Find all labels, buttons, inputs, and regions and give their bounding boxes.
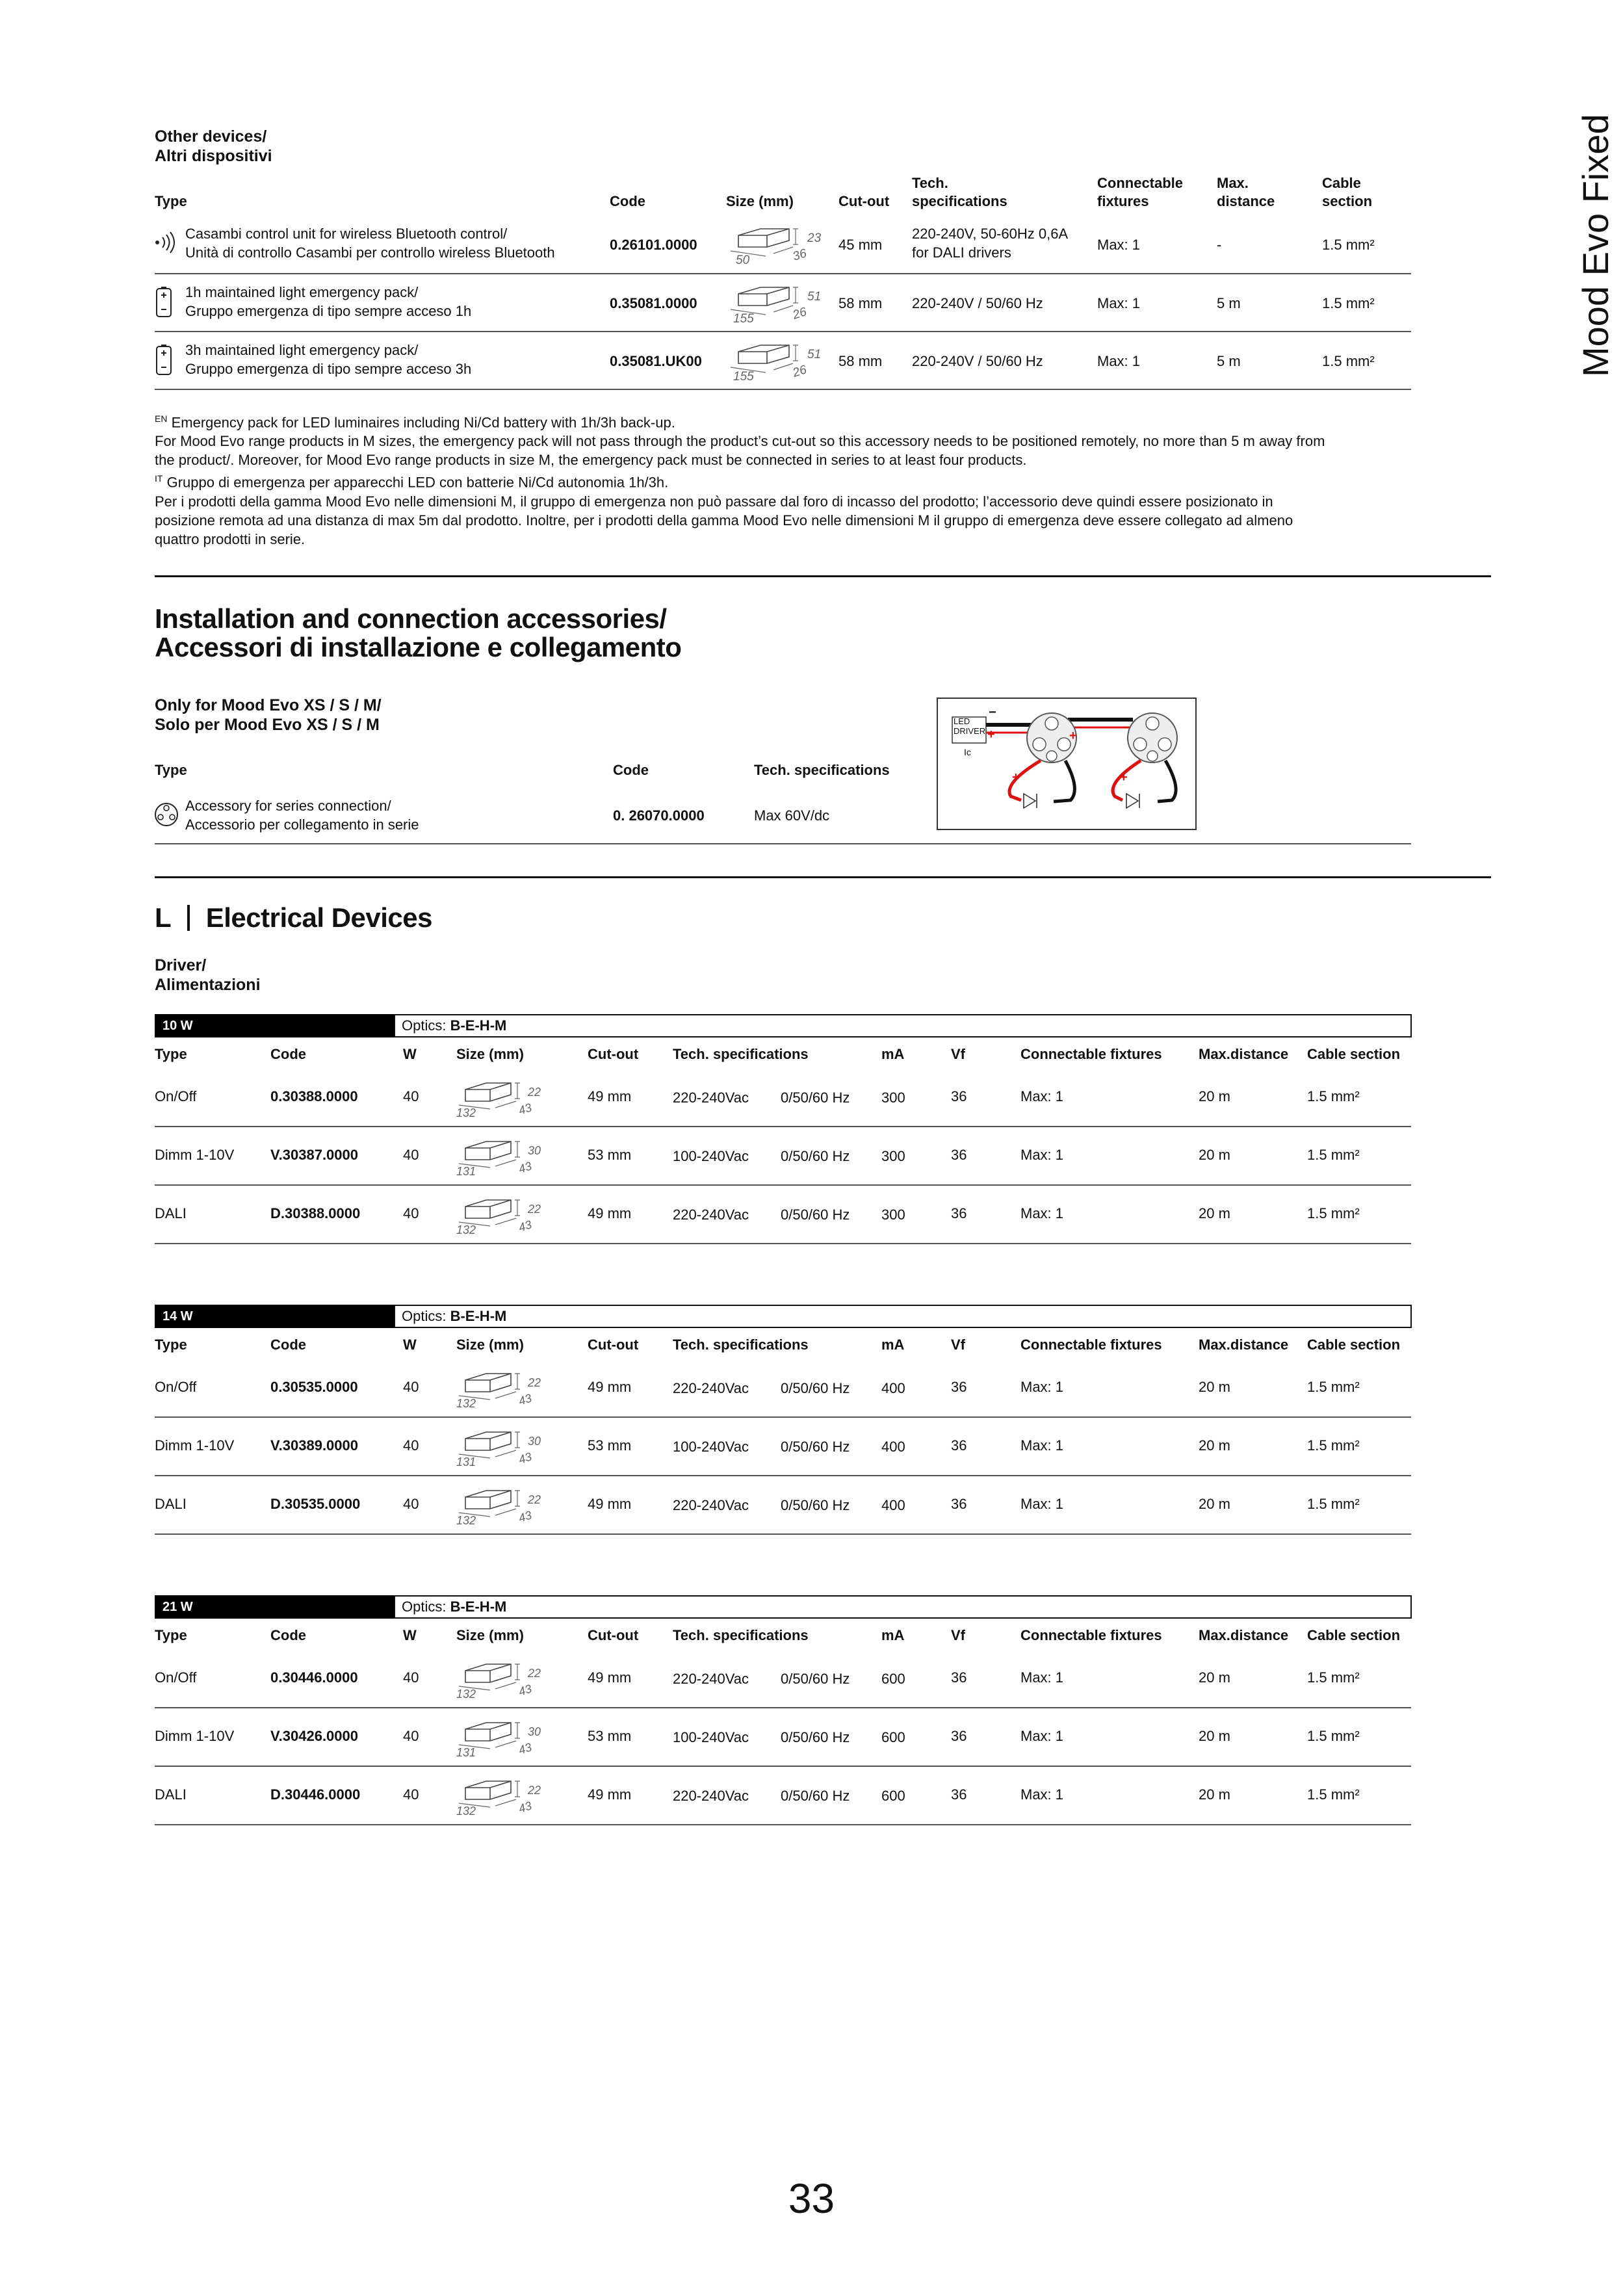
installation-title: Installation and connection accessories/ Accessori di installazione e collegamento <box>155 603 682 662</box>
battery-icon <box>155 344 173 376</box>
wireless-icon <box>153 229 179 255</box>
power-label: 21 W <box>155 1595 396 1619</box>
installation-subtitle: Only for Mood Evo XS / S / M/ Solo per Mood Evo XS / S / M <box>155 696 382 734</box>
row-divider <box>155 1243 1411 1244</box>
emergency-notes: $^{EN}$ Emergency pack for LED luminaires including Ni/Cd battery with 1h/3h back-up. For Mood Evo range products in M sizes, the emergency pack will not pass through the product’s cut-out so this accessory needs to be positioned remotely, no more than 5 m away from the product/. Moreover, for Mood Evo range products in size M, the emergency pack must be connected in series to at least four products. $^{IT}$ Gruppo di emergenza per apparecchi LED con batterie Ni/Cd autonomia 1h/3h. Per i prodotti della gamma Mood Evo nelle dimensioni M, il gruppo di emergenza non può passare dal foro di incasso del prodotto; l’accessorio deve quindi essere posizionato in posizione remota ad una distanza di max 5m dal prodotto. Inoltre, per i prodotti della gamma Mood Evo nelle dimensioni M il gruppo di emergenza deve essere collegato ad almeno quattro prodotti in serie. <box>155 413 1325 547</box>
section-divider <box>155 876 1491 878</box>
power-label: 14 W <box>155 1305 396 1328</box>
series-wiring-diagram: LED DRIVER Ic + + + + − <box>937 698 1197 830</box>
size-drawing: 22 132 43 <box>456 1367 554 1413</box>
row-divider <box>155 1126 1411 1127</box>
size-drawing: 51 155 26 <box>728 280 825 325</box>
row-divider <box>155 389 1411 390</box>
side-title <box>1534 114 1616 377</box>
size-drawing: 30 131 43 <box>456 1426 554 1471</box>
row-divider <box>155 1475 1411 1476</box>
row-divider <box>155 331 1411 332</box>
size-drawing: 22 132 43 <box>456 1658 554 1703</box>
size-drawing: 23 50 36 <box>728 221 825 267</box>
page-number: 33 <box>788 2175 835 2222</box>
size-drawing: 30 131 43 <box>456 1716 554 1762</box>
row-divider <box>155 1533 1411 1535</box>
row-divider <box>155 1707 1411 1708</box>
driver-subtitle: Driver/ Alimentazioni <box>155 956 261 994</box>
row-divider <box>155 1824 1411 1825</box>
series-connector-icon <box>153 802 179 828</box>
size-drawing: 22 132 43 <box>456 1775 554 1820</box>
optics-bar: Optics: B-E-H-M <box>394 1014 1412 1037</box>
other-devices-title: Other devices/ Altri dispositivi <box>155 127 272 165</box>
row-divider <box>155 273 1411 274</box>
row-divider <box>155 1184 1411 1186</box>
size-drawing: 22 132 43 <box>456 1484 554 1530</box>
size-drawing: 51 155 26 <box>728 337 825 383</box>
row-divider <box>155 1416 1411 1418</box>
battery-icon <box>155 286 173 319</box>
size-drawing: 30 131 43 <box>456 1135 554 1181</box>
side-title-text: Mood Evo Fixed <box>1575 114 1616 377</box>
optics-bar: Optics: B-E-H-M <box>394 1595 1412 1619</box>
power-label: 10 W <box>155 1014 396 1037</box>
size-drawing: 22 132 43 <box>456 1194 554 1239</box>
electrical-title: L Electrical Devices <box>155 902 432 933</box>
optics-bar: Optics: B-E-H-M <box>394 1305 1412 1328</box>
row-divider <box>155 843 1411 844</box>
size-drawing: 22 132 43 <box>456 1076 554 1122</box>
row-divider <box>155 1766 1411 1767</box>
section-divider <box>155 575 1491 577</box>
